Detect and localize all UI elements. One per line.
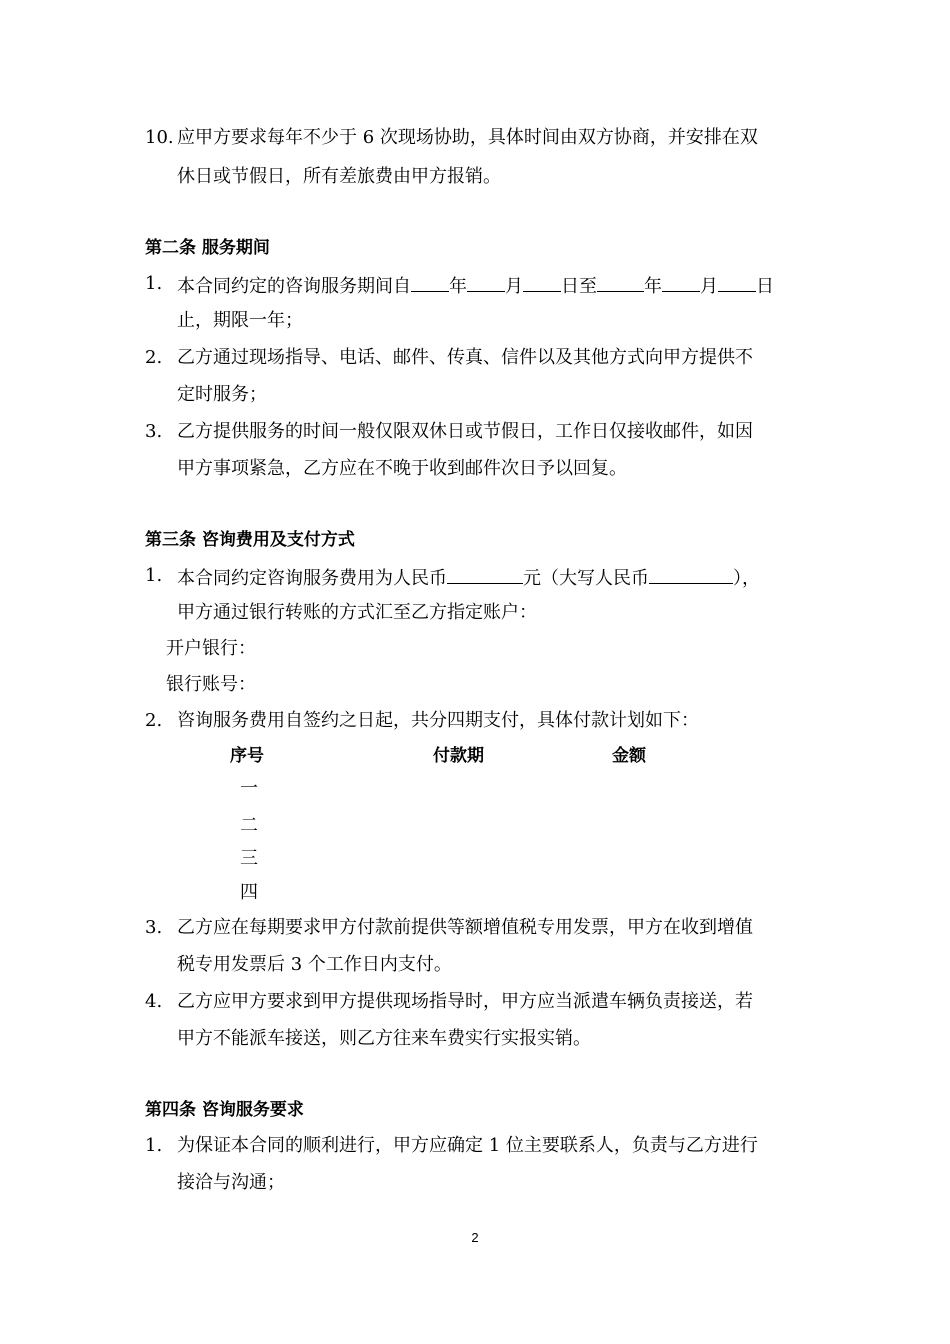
- blank-amount-uppercase: [649, 565, 733, 584]
- text-segment: ），: [733, 568, 760, 589]
- list-number: 2.: [145, 710, 163, 731]
- paragraph-line: 甲方通过银行转账的方式汇至乙方指定账户：: [177, 602, 537, 623]
- paragraph-line: 甲方不能派车接送，则乙方往来车费实行实报实销。: [177, 1028, 591, 1049]
- article-3-heading: 第三条 咨询费用及支付方式: [145, 530, 355, 550]
- paragraph-line: 止，期限一年；: [177, 310, 303, 331]
- list-number: 4.: [145, 991, 163, 1012]
- list-number: 1.: [145, 273, 163, 294]
- text-segment: 月: [505, 276, 523, 297]
- paragraph-line: [177, 273, 774, 298]
- text-segment: 本合同约定的咨询服务期间自: [177, 276, 411, 297]
- text-segment: 本合同约定咨询服务费用为人民币: [177, 568, 447, 589]
- blank-year-start: [411, 273, 449, 292]
- paragraph-line: 应甲方要求每年不少于 6 次现场协助，具体时间由双方协商，并安排在双: [177, 127, 758, 148]
- paragraph-line: 乙方应在每期要求甲方付款前提供等额增值税专用发票，甲方在收到增值: [177, 917, 753, 938]
- paragraph-line: 休日或节假日，所有差旅费由甲方报销。: [177, 166, 501, 187]
- paragraph-line: 定时服务；: [177, 384, 267, 405]
- paragraph-line: 乙方提供服务的时间一般仅限双休日或节假日，工作日仅接收邮件，如因: [177, 421, 753, 442]
- text-segment: 年: [449, 276, 467, 297]
- bank-account-label: 银行账号：: [166, 674, 256, 695]
- paragraph-line: [177, 565, 760, 590]
- paragraph-line: 税专用发票后 3 个工作日内支付。: [177, 954, 452, 975]
- list-number: 3.: [145, 917, 163, 938]
- blank-month-end: [662, 273, 700, 292]
- text-segment: 日至: [561, 276, 597, 297]
- list-number: 3.: [145, 421, 163, 442]
- table-row-index: 四: [240, 882, 258, 903]
- list-number: 1.: [145, 565, 163, 586]
- paragraph-line: 咨询服务费用自签约之日起，共分四期支付，具体付款计划如下：: [177, 710, 699, 731]
- article-2-heading: 第二条 服务期间: [145, 238, 270, 258]
- table-header-amount: 金额: [612, 746, 646, 766]
- paragraph-line: 为保证本合同的顺利进行，甲方应确定 1 位主要联系人，负责与乙方进行: [177, 1135, 758, 1156]
- text-segment: 元（大写人民币: [523, 568, 649, 589]
- blank-amount: [447, 565, 523, 584]
- table-row-index: 一: [240, 778, 258, 799]
- table-row-index: 三: [240, 848, 258, 869]
- page-number: 2: [471, 1230, 479, 1245]
- paragraph-line: 乙方应甲方要求到甲方提供现场指导时，甲方应当派遣车辆负责接送，若: [177, 991, 753, 1012]
- blank-day-start: [523, 273, 561, 292]
- paragraph-line: 甲方事项紧急，乙方应在不晚于收到邮件次日予以回复。: [177, 458, 627, 479]
- text-segment: 年: [644, 276, 662, 297]
- table-row-index: 二: [240, 815, 258, 836]
- paragraph-line: 接洽与沟通；: [177, 1172, 285, 1193]
- list-number: 1.: [145, 1135, 163, 1156]
- table-header-index: 序号: [230, 746, 264, 766]
- blank-year-end: [597, 273, 644, 292]
- article-4-heading: 第四条 咨询服务要求: [145, 1100, 304, 1120]
- blank-month-start: [467, 273, 505, 292]
- list-number: 10.: [145, 127, 174, 148]
- text-segment: 日: [756, 276, 774, 297]
- blank-day-end: [718, 273, 756, 292]
- bank-name-label: 开户银行：: [166, 638, 256, 659]
- paragraph-line: 乙方通过现场指导、电话、邮件、传真、信件以及其他方式向甲方提供不: [177, 347, 753, 368]
- list-number: 2.: [145, 347, 163, 368]
- text-segment: 月: [700, 276, 718, 297]
- table-header-period: 付款期: [433, 746, 484, 766]
